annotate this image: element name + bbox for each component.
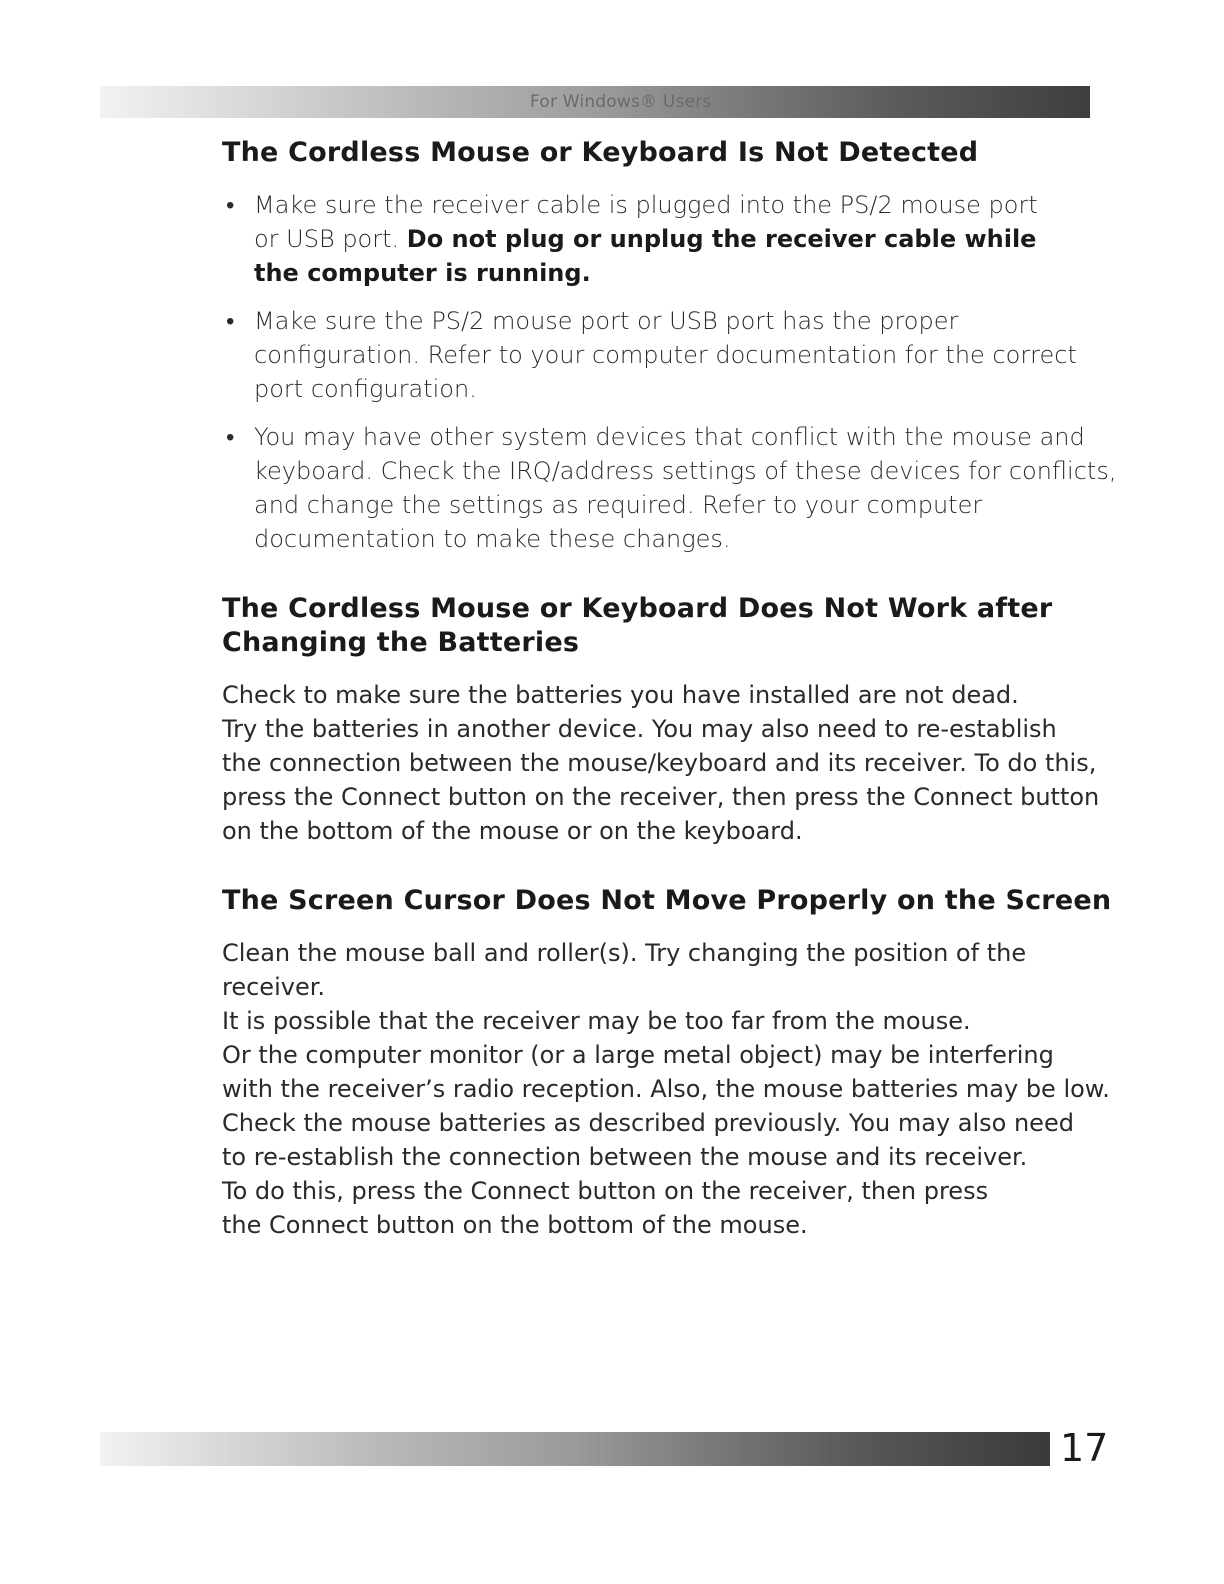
section-title: The Cordless Mouse or Keyboard Does Not Work after Changing the Batteries [222, 593, 1053, 658]
list-item [222, 420, 1122, 556]
page-number: 17 [1060, 1426, 1109, 1470]
bullet-icon: • [226, 191, 235, 219]
bullet-list [222, 188, 1122, 556]
section-title: The Cordless Mouse or Keyboard Is Not Detected [222, 137, 979, 168]
list-item [222, 188, 1122, 290]
footer-band [100, 1432, 1050, 1466]
section-title: The Screen Cursor Does Not Move Properly on the Screen [222, 885, 1112, 916]
header-label: For Windows® Users [530, 92, 712, 112]
bullet-text: Make sure the PS/2 mouse port or USB port has the proper configuration. Refer to your computer documentation for the correct port configuration. [254, 307, 1077, 403]
section-batteries [222, 592, 1122, 848]
section-body: Clean the mouse ball and roller(s). Try changing the position of the receiver. It is possible that the receiver may be too far from the mouse. Or the computer monitor (or a large metal object) may be interfering with the receiver’s radio reception. Also, the mouse batteries may be low. Check the mouse batteries as described previously. You may also need to re-establish the connection between the mouse and its receiver. To do this, press the Connect button on the receiver, then press the Connect button on the bottom of the mouse. [222, 939, 1110, 1239]
section-body: Check to make sure the batteries you have installed are not dead. Try the batteries in another device. You may also need to re-establish the connection between the mouse/keyboard and its receiver. To do this, press the Connect button on the receiver, then press the Connect button on the bottom of the mouse or on the keyboard. [222, 681, 1100, 845]
section-cursor [222, 884, 1122, 1242]
bullet-warning: Do not plug or unplug the receiver cable while the computer is running. [254, 225, 1037, 287]
list-item [222, 304, 1122, 406]
bullet-text: Make sure the receiver cable is plugged into the PS/2 mouse port or USB port. [254, 191, 1038, 253]
bullet-icon: • [226, 307, 235, 335]
section-not-detected [222, 136, 1122, 556]
page-content [222, 136, 1122, 1278]
bullet-text: You may have other system devices that conflict with the mouse and keyboard. Check the IRQ/address settings of these devices for conflicts, and change the settings as required. Refer to your computer documentation to make these changes. [254, 423, 1117, 553]
header-band [100, 86, 1090, 118]
bullet-icon: • [226, 423, 235, 451]
